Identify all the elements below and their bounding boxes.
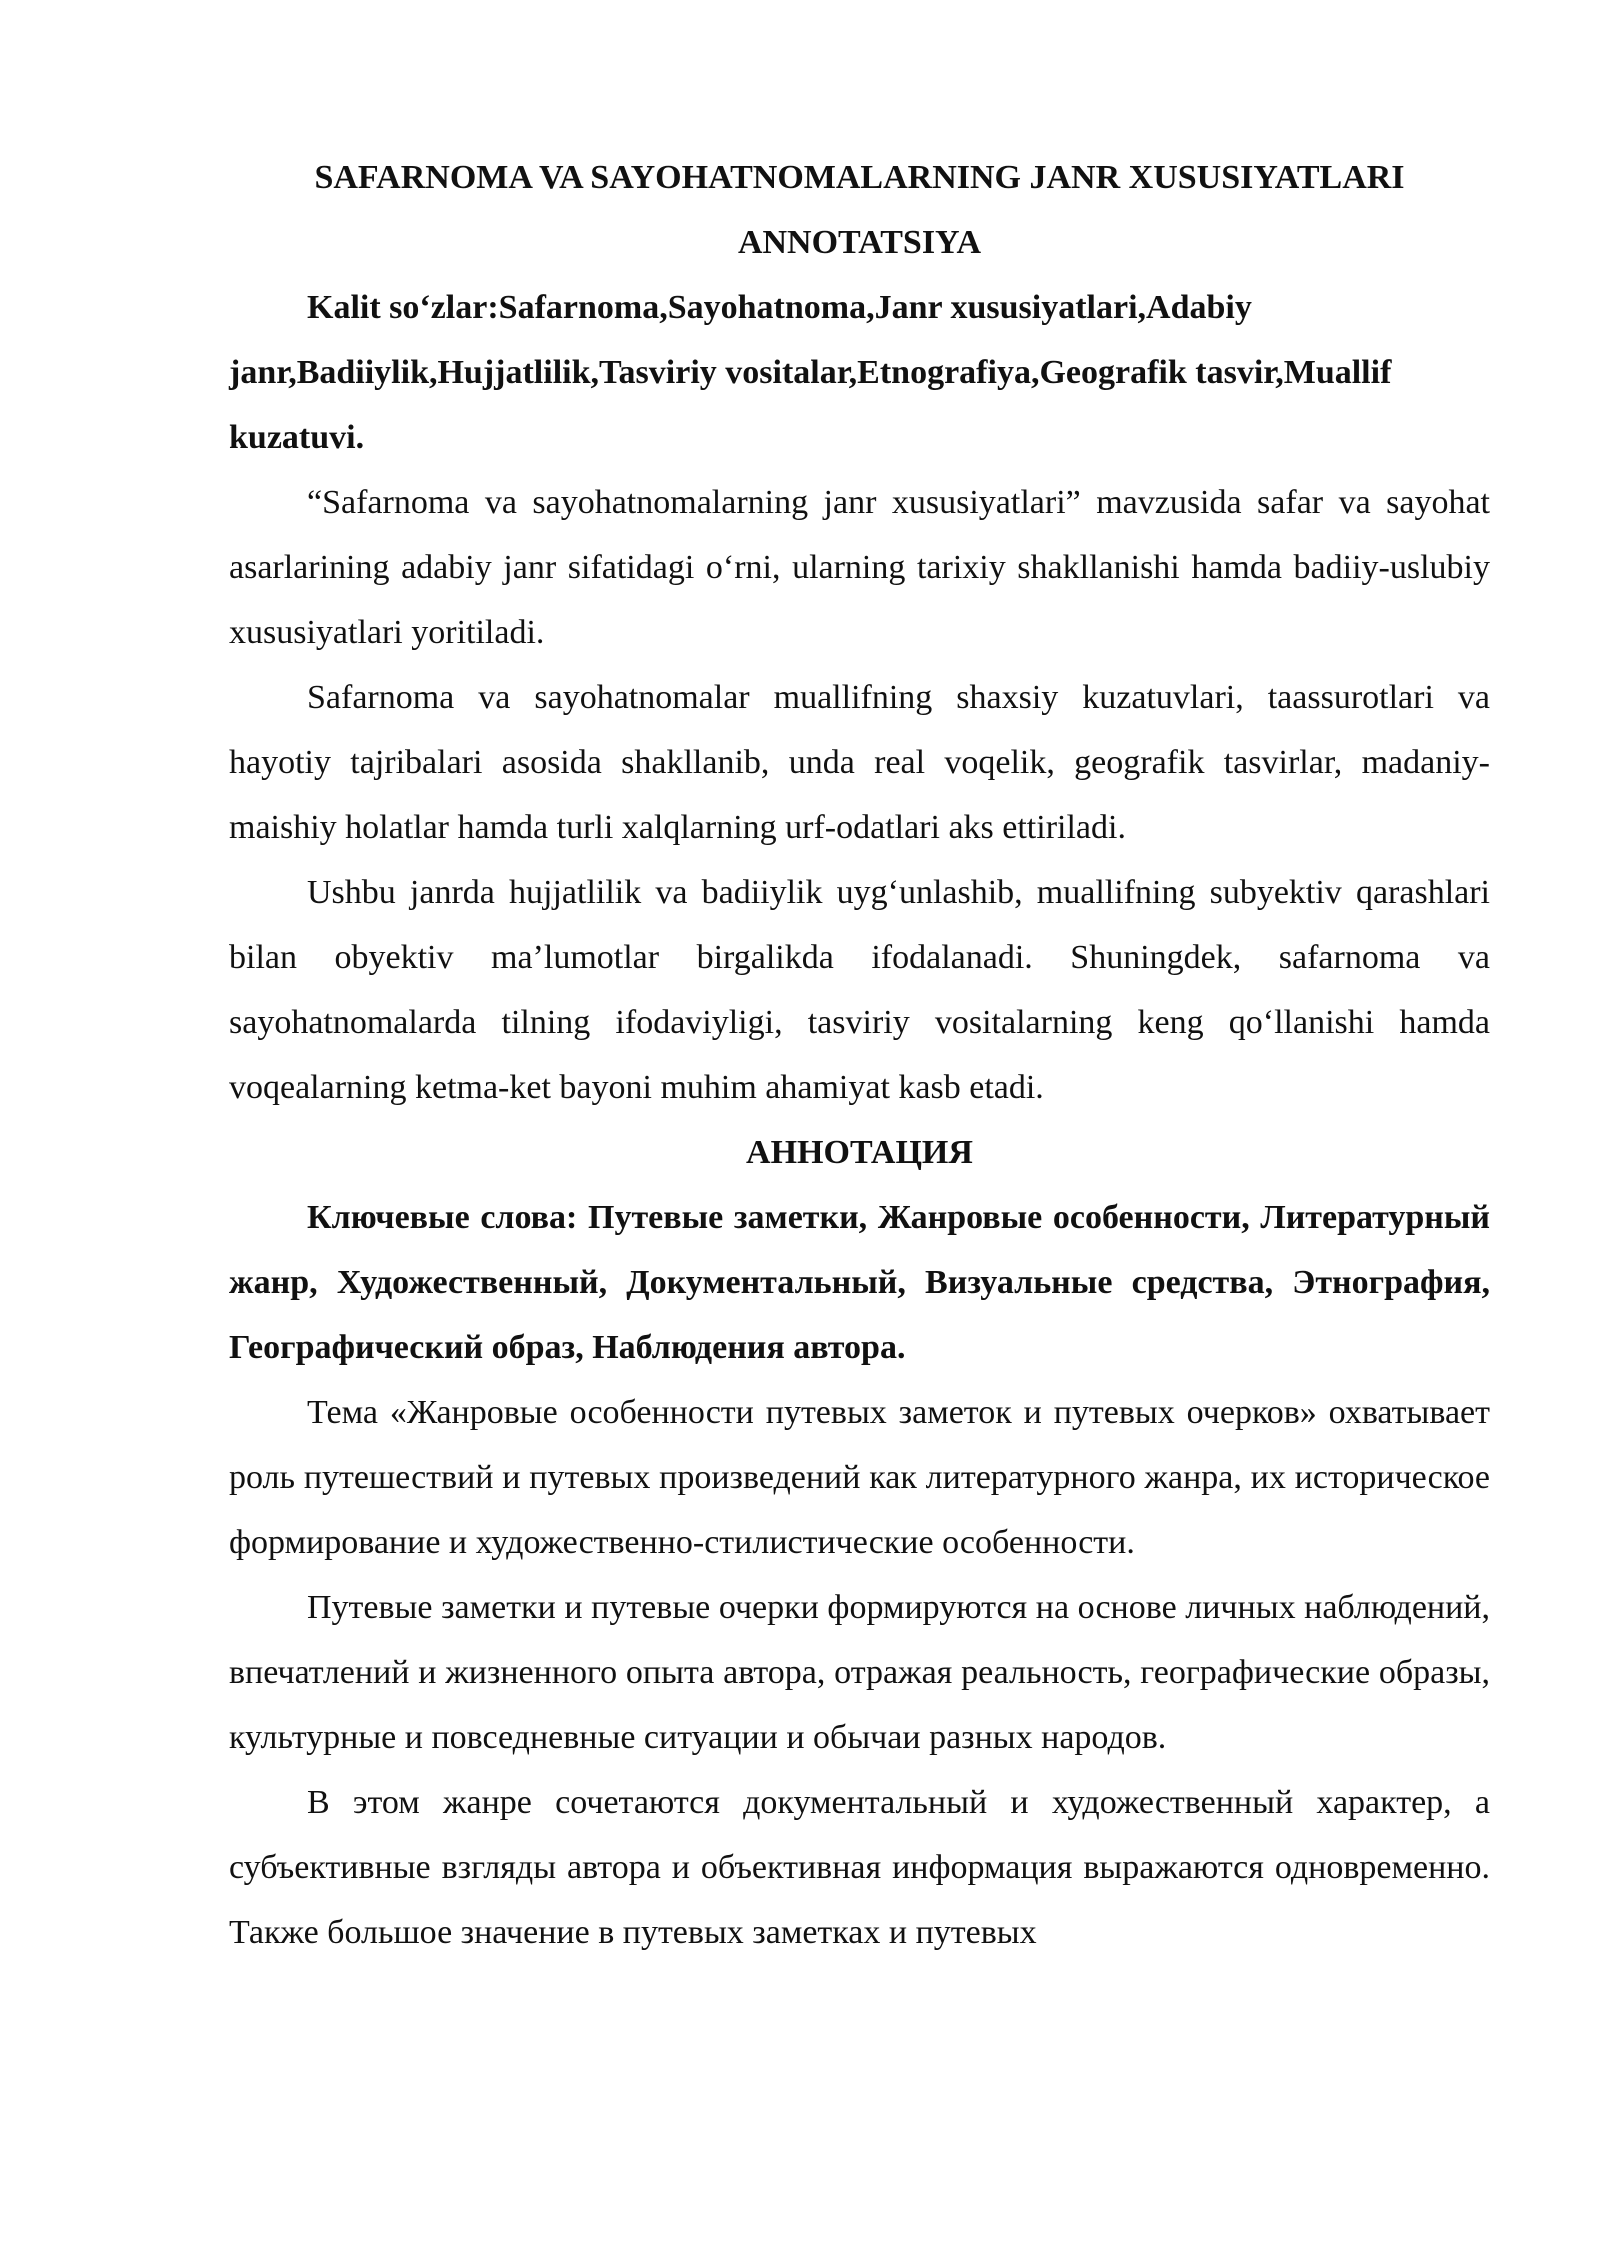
paragraph-uz-1: “Safarnoma va sayohatnomalarning janr xususiyatlari” mavzusida safar va sayohat asarlarining adabiy janr sifatidagi o‘rni, ularning tarixiy shakllanishi hamda badiiy-uslubiy xususiyatlari yoritiladi. [229, 484, 1490, 651]
document-body [229, 145, 1490, 1965]
paragraph-ru-2: Путевые заметки и путевые очерки формируются на основе личных наблюдений, впечатлений и жизненного опыта автора, отражая реальность, географические образы, культурные и повседневные ситуации и обычаи разных народов. [229, 1589, 1490, 1756]
paragraph-uz-2: Safarnoma va sayohatnomalar muallifning shaxsiy kuzatuvlari, taassurotlari va hayotiy tajribalari asosida shakllanib, unda real voqelik, geografik tasvirlar, madaniy-maishiy holatlar hamda turli xalqlarning urf-odatlari aks ettiriladi. [229, 679, 1490, 846]
paragraph-ru-1: Тема «Жанровые особенности путевых заметок и путевых очерков» охватывает роль путешествий и путевых произведений как литературного жанра, их историческое формирование и художественно-стилистические особенности. [229, 1394, 1490, 1561]
keywords-uz: Kalit so‘zlar:Safarnoma,Sayohatnoma,Janr xususiyatlari,Adabiy janr,Badiiylik,Hujjatlilik,Tasviriy vositalar,Etnografiya,Geografik tasvir,Muallif kuzatuvi. [229, 289, 1392, 456]
paragraph-uz-3: Ushbu janrda hujjatlilik va badiiylik uyg‘unlashib, muallifning subyektiv qarashlari bilan obyektiv ma’lumotlar birgalikda ifodalanadi. Shuningdek, safarnoma va sayohatnomalarda tilning ifodaviyligi, tasviriy vositalarning keng qo‘llanishi hamda voqealarning ketma-ket bayoni muhim ahamiyat kasb etadi. [229, 874, 1490, 1106]
keywords-ru: Ключевые слова: Путевые заметки, Жанровые особенности, Литературный жанр, Художественный, Документальный, Визуальные средства, Этнография, Географический образ, Наблюдения автора. [229, 1199, 1490, 1366]
annotation-uz-heading: ANNOTATSIYA [737, 224, 982, 261]
document-title: SAFARNOMA VA SAYOHATNOMALARNING JANR XUSUSIYATLARI [314, 159, 1405, 196]
annotation-ru-heading: АННОТАЦИЯ [746, 1134, 973, 1171]
paragraph-ru-3: В этом жанре сочетаются документальный и художественный характер, а субъективные взгляды автора и объективная информация выражаются одновременно. Также большое значение в путевых заметках и путевых [229, 1784, 1490, 1951]
